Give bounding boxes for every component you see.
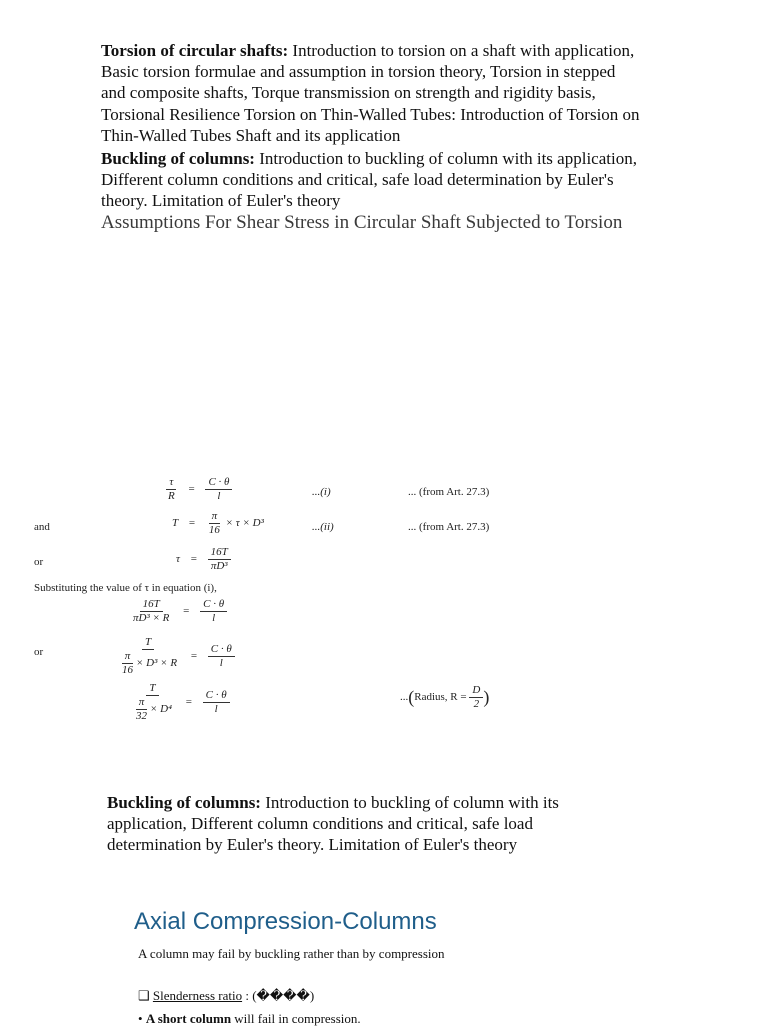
- slenderness-label: Slenderness ratio: [152, 988, 243, 1003]
- paragraph-buckling: [101, 148, 637, 212]
- substituting-text: Substituting the value of τ in equation (i),: [34, 582, 217, 594]
- bullet-icon: •: [138, 1011, 143, 1026]
- paragraph-line: Torsion of circular shafts: Introduction to torsion on a shaft with application,: [101, 41, 635, 60]
- and-label: and: [34, 521, 50, 533]
- short-column-bold: A short column: [145, 1011, 232, 1026]
- paragraph-line: Buckling of columns: Introduction to buckling of column with its application,: [101, 149, 637, 168]
- equation-5: T $\frac{\pi}{16}$ × D³ × R = $\frac{C \cdot \theta}{l}$: [116, 636, 235, 677]
- equation-3: τ = $\frac{16T}{\text{πD³}}$: [176, 546, 231, 573]
- paragraph-line: Thin-Walled Tubes Shaft and its application: [101, 125, 401, 145]
- paragraph-torsion: [101, 40, 640, 146]
- radius-note: ...(Radius, R = $\frac{D}{2}$ ): [400, 684, 490, 710]
- assumptions-heading: Assumptions For Shear Stress in Circular Shaft Subjected to Torsion: [101, 212, 623, 233]
- paragraph-line: theory. Limitation of Euler's theory: [101, 191, 341, 211]
- axial-compression-heading: Axial Compression-Columns: [134, 908, 437, 935]
- equation-6: T $\frac{\pi}{32}$ × D⁴ = $\frac{C \cdot \theta}{l}$: [130, 682, 230, 723]
- paragraph-line: application, Different column conditions and critical, safe load: [107, 814, 533, 834]
- equation-1-ref: ... (from Art. 27.3): [408, 486, 490, 498]
- slenderness-ratio-line: ❑ Slenderness ratio : (����): [138, 988, 315, 1003]
- equation-2-tag: ...(ii): [312, 521, 334, 533]
- paragraph-line: determination by Euler's theory. Limitation of Euler's theory: [107, 835, 518, 855]
- paragraph-buckling-repeat: [107, 792, 559, 856]
- equation-2: T = $\frac{\pi}{16}$ × τ × D³: [172, 510, 264, 536]
- paragraph-title: Buckling of columns:: [107, 793, 261, 812]
- short-column-line: • A short column will fail in compression.: [138, 1011, 361, 1026]
- paragraph-line: Basic torsion formulae and assumption in torsion theory, Torsion in stepped: [101, 62, 616, 82]
- paragraph-line: Torsional Resilience Torsion on Thin-Walled Tubes: Introduction of Torsion on: [101, 104, 640, 124]
- equation-4: $\frac{16T}{\text{πD³ × R}}$ = $\frac{C \cdot \theta}{l}$: [130, 598, 227, 625]
- or-label: or: [34, 556, 44, 568]
- equation-1-tag: ...(i): [312, 486, 331, 498]
- paragraph-line: Buckling of columns: Introduction to buckling of column with its: [107, 793, 559, 812]
- paragraph-line: Different column conditions and critical, safe load determination by Euler's: [101, 170, 614, 190]
- equation-1: $\frac{\tau}{R}$ = $\frac{C \cdot \theta}{l}$: [165, 476, 232, 503]
- paragraph-title: Buckling of columns:: [101, 149, 255, 168]
- axial-intro: A column may fail by buckling rather than by compression: [138, 946, 445, 961]
- equations-figure: [0, 470, 768, 740]
- paragraph-title: Torsion of circular shafts:: [101, 41, 289, 60]
- paragraph-line: and composite shafts, Torque transmission on strength and rigidity basis,: [101, 83, 596, 103]
- equation-2-ref: ... (from Art. 27.3): [408, 521, 490, 533]
- or-label: or: [34, 646, 44, 658]
- checkbox-square-icon: ❑: [138, 988, 150, 1003]
